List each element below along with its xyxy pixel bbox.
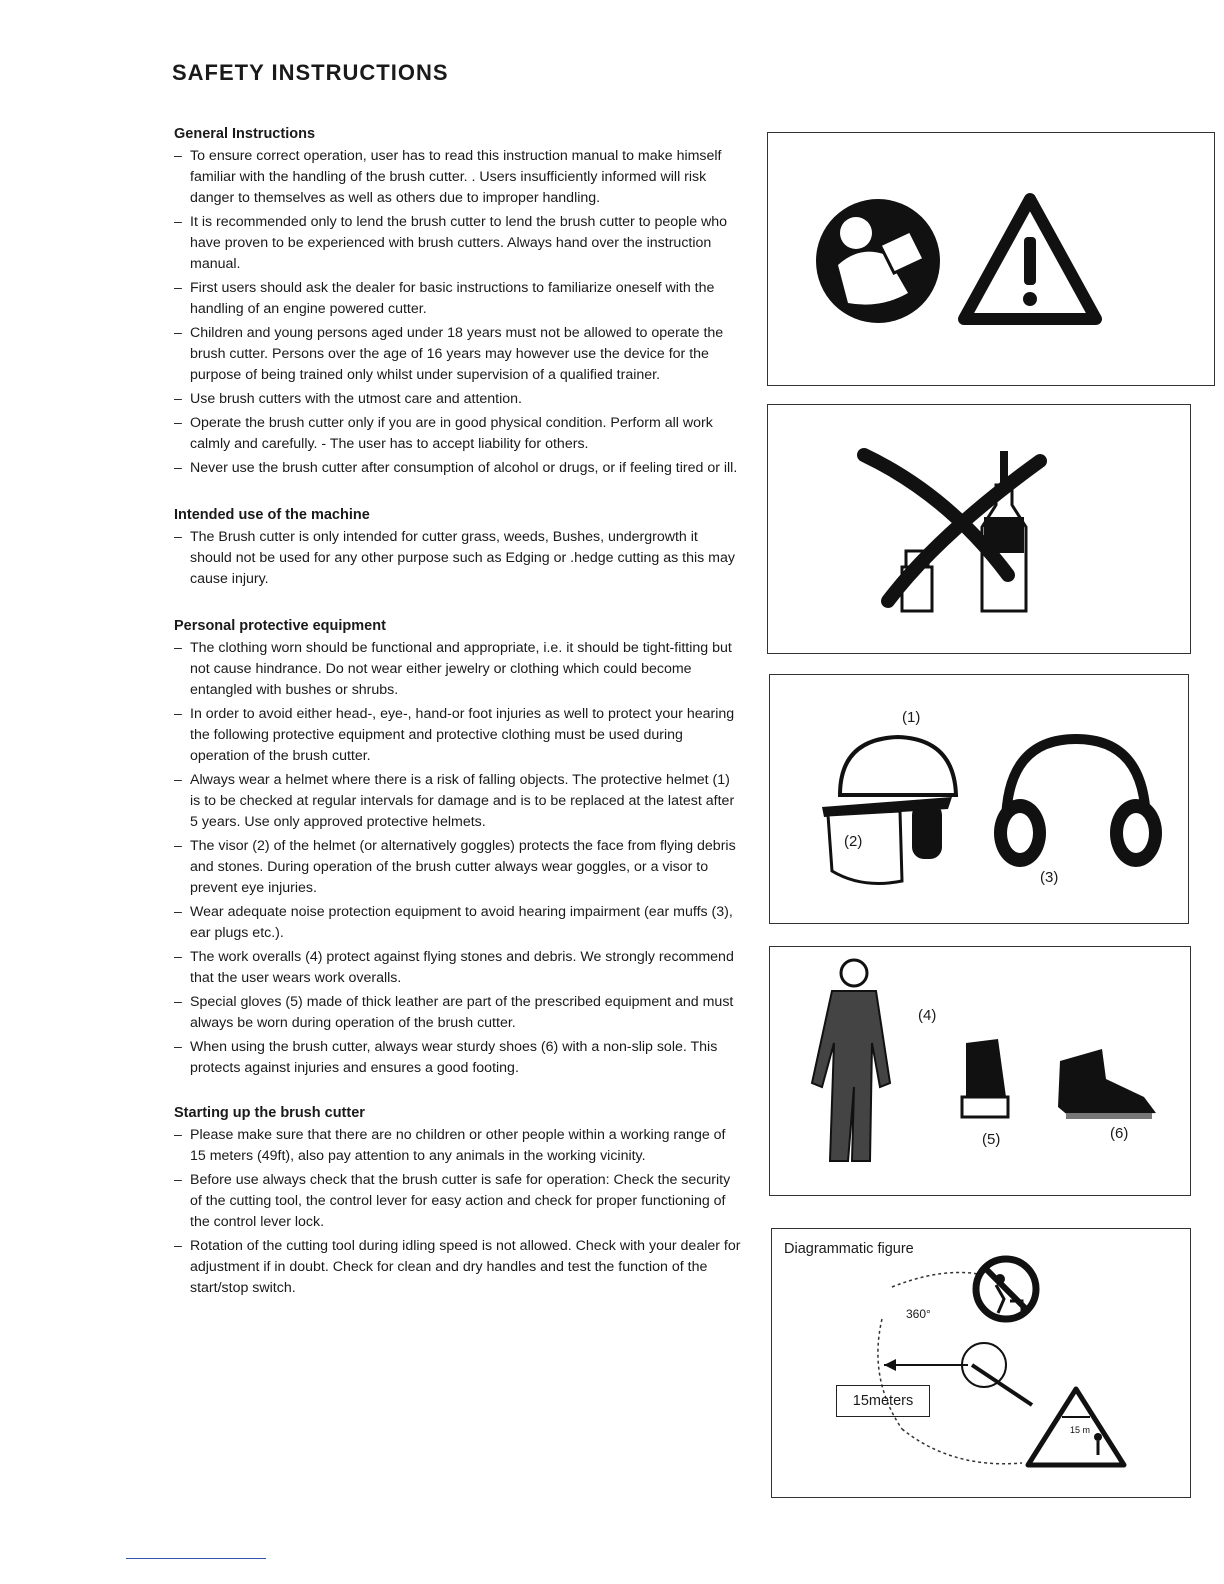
- list-item: – In order to avoid either head-, eye-, hand-or foot injuries as well to protect your hearing the following protective equipment and protective clothing must be used during operation of the brush cutter.: [172, 704, 742, 767]
- list-item: – Use brush cutters with the utmost care and attention.: [172, 389, 742, 410]
- list-item: – First users should ask the dealer for basic instructions to familiarize oneself with the handling of an engine powered cutter.: [172, 278, 742, 320]
- list-item: – To ensure correct operation, user has to read this instruction manual to make himself familiar with the handling of the brush cutter. . Users insufficiently informed will risk danger to themselves as well as others due to improper handling.: [172, 146, 742, 209]
- list-item: – The work overalls (4) protect against flying stones and debris. We strongly recommend that the user wears work overalls.: [172, 947, 742, 989]
- section-starting-up: [172, 1105, 742, 1299]
- shoes-label: (6): [1110, 1125, 1129, 1142]
- read-manual-icon: [768, 133, 1214, 385]
- overalls-label: (4): [918, 1007, 937, 1024]
- figure-read-manual: [767, 132, 1215, 386]
- list-item: – The visor (2) of the helmet (or alternatively goggles) protects the face from flying debris and stones. During operation of the brush cutter always wear goggles, or a visor to prevent eye injuries.: [172, 836, 742, 899]
- helmet-icon: [770, 675, 1188, 923]
- list-item: – The Brush cutter is only intended for cutter grass, weeds, Bushes, undergrowth it should not be used for any other purpose such as Edging or .hedge cutting as this may cause injury.: [172, 527, 742, 590]
- distance-box: 15meters: [836, 1385, 930, 1417]
- list-item: – Please make sure that there are no children or other people within a working range of 15 meters (49ft), also pay attention to any animals in the working vicinity.: [172, 1125, 742, 1167]
- figure-no-alcohol: [767, 404, 1191, 654]
- list-item: – Children and young persons aged under 18 years must not be allowed to operate the brush cutter. Persons over the age of 16 years may however use the device for the purpose of being trained only whilst under supervision of a qualified trainer.: [172, 323, 742, 386]
- figure-diagram-15m: [771, 1228, 1191, 1498]
- gloves-label: (5): [982, 1131, 1001, 1148]
- list-item: – Never use the brush cutter after consumption of alcohol or drugs, or if feeling tired or ill.: [172, 458, 742, 479]
- list-item: – The clothing worn should be functional and appropriate, i.e. it should be tight-fitting but not cause hindrance. Do not wear either jewelry or clothing which could become entangled with bushes or shrubs.: [172, 638, 742, 701]
- instructions-column: [172, 126, 742, 1313]
- ear-muffs-label: (3): [1040, 869, 1059, 886]
- section-heading: Starting up the brush cutter: [174, 1105, 365, 1121]
- visor-label: (2): [844, 833, 863, 850]
- list-item: – Special gloves (5) made of thick leather are part of the prescribed equipment and must always be worn during operation of the brush cutter.: [172, 992, 742, 1034]
- footer-rule: [126, 1558, 266, 1559]
- list-item: – Wear adequate noise protection equipment to avoid hearing impairment (ear muffs (3), ear plugs etc.).: [172, 902, 742, 944]
- diagram-range-icon: [772, 1229, 1190, 1497]
- page-title: SAFETY INSTRUCTIONS: [172, 60, 449, 85]
- section-heading: Intended use of the machine: [174, 507, 370, 523]
- list-item: – Before use always check that the brush cutter is safe for operation: Check the security of the cutting tool, the control lever for easy action and check for proper functioning of the control lever lock.: [172, 1170, 742, 1233]
- list-item: – Operate the brush cutter only if you are in good physical condition. Perform all work calmly and carefully. - The user has to accept liability for others.: [172, 413, 742, 455]
- figure-overalls-gloves-shoes: [769, 946, 1191, 1196]
- diagram-caption: Diagrammatic figure: [784, 1241, 914, 1257]
- protective-clothing-icon: [770, 947, 1190, 1195]
- list-item: – Rotation of the cutting tool during idling speed is not allowed. Check with your dealer for adjustment if in doubt. Check for clean and dry handles and test the function of the start/stop switch.: [172, 1236, 742, 1299]
- section-heading: Personal protective equipment: [174, 618, 386, 634]
- section-protective-equipment: [172, 618, 742, 1079]
- section-intended-use: [172, 507, 742, 590]
- sign-distance-text: 15 m: [1070, 1425, 1091, 1435]
- helmet-label: (1): [902, 709, 921, 726]
- no-alcohol-icon: [768, 405, 1190, 653]
- angle-label: 360°: [906, 1307, 931, 1321]
- list-item: – It is recommended only to lend the brush cutter to lend the brush cutter to people who have proven to be experienced with brush cutters. Always hand over the instruction manual.: [172, 212, 742, 275]
- list-item: – When using the brush cutter, always wear sturdy shoes (6) with a non-slip sole. This protects against injuries and ensures a good footing.: [172, 1037, 742, 1079]
- figure-helmet-earmuffs: [769, 674, 1189, 924]
- section-general: [172, 126, 742, 479]
- section-heading: General Instructions: [174, 126, 316, 142]
- list-item: – Always wear a helmet where there is a risk of falling objects. The protective helmet (1) is to be checked at regular intervals for damage and is to be replaced at the latest after 5 years. Use only approved protective helmets.: [172, 770, 742, 833]
